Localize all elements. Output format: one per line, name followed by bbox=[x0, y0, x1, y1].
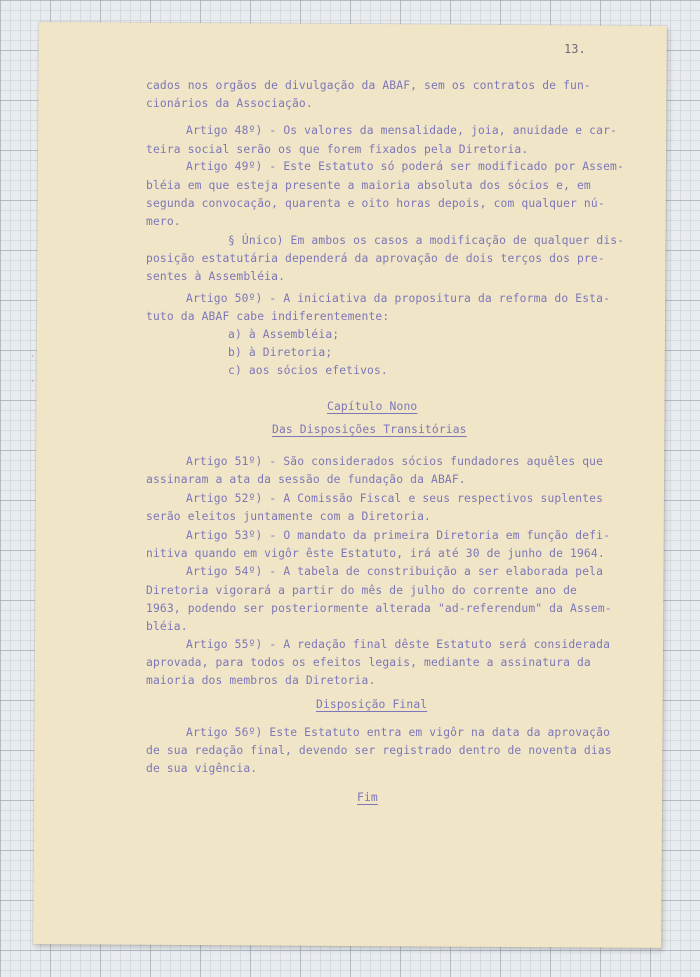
margin-mark: · bbox=[30, 377, 36, 387]
text-line: Artigo 54º) - A tabela de constribuição a ser elaborada pela bbox=[186, 565, 604, 578]
text-line: Artigo 55º) - A redação final dêste Estatuto será considerada bbox=[186, 638, 611, 651]
text-line: segunda convocação, quarenta e oito horas depois, com qualquer nú- bbox=[146, 197, 605, 210]
text-line: assinaram a ata da sessão de fundação da ABAF. bbox=[146, 473, 466, 486]
section-heading: Disposição Final bbox=[316, 698, 428, 711]
text-line: cionários da Associação. bbox=[146, 97, 313, 110]
list-item: b) à Diretoria; bbox=[228, 346, 333, 359]
text-line: Artigo 51º) - São considerados sócios fundadores aquêles que bbox=[186, 455, 604, 468]
text-line: § Único) Em ambos os casos a modificação de qualquer dis- bbox=[228, 234, 625, 247]
text-line: Artigo 56º) Este Estatuto entra em vigôr na data da aprovação bbox=[186, 726, 611, 739]
text-line: maioria dos membros da Diretoria. bbox=[146, 674, 376, 687]
text-line: cados nos orgãos de divulgação da ABAF, sem os contratos de fun- bbox=[146, 79, 591, 92]
end-marker: Fim bbox=[357, 791, 378, 804]
list-item: c) aos sócios efetivos. bbox=[228, 364, 388, 377]
text-line: tuto da ABAF cabe indiferentemente: bbox=[146, 310, 390, 323]
text-line: Diretoria vigorará a partir do mês de julho do corrente ano de bbox=[146, 584, 577, 597]
text-line: Artigo 53º) - O mandato da primeira Diretoria em função defi- bbox=[186, 529, 611, 542]
text-line: de sua redação final, devendo ser registrado dentro de noventa dias bbox=[146, 744, 612, 757]
text-line: bléia em que esteja presente a maioria absoluta dos sócios e, em bbox=[146, 179, 591, 192]
text-line: mero. bbox=[146, 215, 181, 228]
text-line: Artigo 52º) - A Comissão Fiscal e seus respectivos suplentes bbox=[186, 492, 604, 505]
section-heading: Das Disposições Transitórias bbox=[272, 423, 467, 436]
text-line: serão eleitos juntamente com a Diretoria. bbox=[146, 510, 432, 523]
text-line: sentes à Assembléia. bbox=[146, 270, 286, 283]
text-line: posição estatutária dependerá da aprovação de dois terços dos pre- bbox=[146, 252, 605, 265]
list-item: a) à Assembléia; bbox=[228, 328, 340, 341]
text-line: 1963, podendo ser posteriormente alterada "ad-referendum" da Assem- bbox=[146, 602, 612, 615]
page-number: 13. bbox=[564, 42, 586, 56]
text-line: aprovada, para todos os efeitos legais, mediante a assinatura da bbox=[146, 656, 591, 669]
text-line: bléia. bbox=[146, 620, 188, 633]
text-line: Artigo 48º) - Os valores da mensalidade, joia, anuidade e car- bbox=[186, 124, 617, 137]
text-line: teira social serão os que forem fixados pela Diretoria. bbox=[146, 143, 529, 156]
margin-mark: · bbox=[30, 352, 36, 362]
text-line: Artigo 49º) - Este Estatuto só poderá ser modificado por Assem- bbox=[186, 160, 624, 173]
chapter-heading: Capítulo Nono bbox=[327, 400, 418, 413]
text-line: de sua vigência. bbox=[146, 762, 258, 775]
text-line: nitiva quando em vigôr êste Estatuto, irá até 30 de junho de 1964. bbox=[146, 547, 605, 560]
text-line: Artigo 50º) - A iniciativa da propositura da reforma do Esta- bbox=[186, 292, 611, 305]
